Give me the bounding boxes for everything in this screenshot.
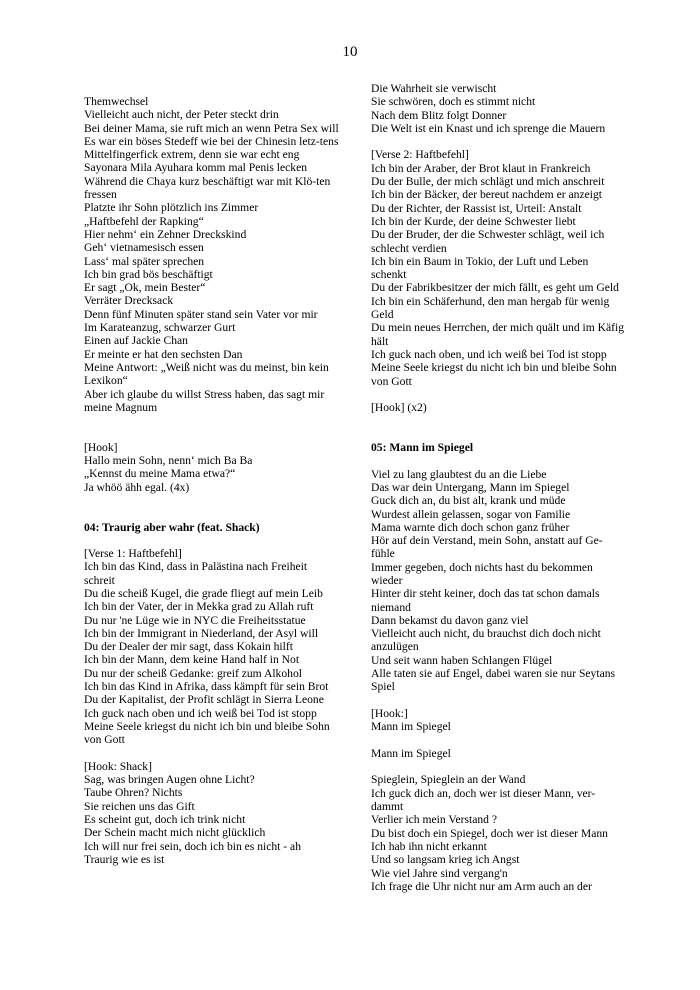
paragraph-gap [371,694,626,707]
paragraph-gap [84,747,339,760]
lyric-line: „Kennst du meine Mama etwa?“ [84,467,236,481]
lyric-line: Hinter dir steht keiner, doch das tat schon damals niemand [371,587,600,614]
lyric-line: Im Karateanzug, schwarzer Gurt [84,321,236,335]
left-column [84,95,339,866]
paragraph-gap [371,388,626,401]
lyric-line: Du der Richter, der Rassist ist, Urteil: Anstalt [371,201,582,215]
lyric-line: Verräter Drecksack [84,294,174,308]
lyric-line: [Hook] [84,440,118,454]
lyric-line: Du nur 'ne Lüge wie in NYC die Freiheitsstatue [84,613,306,627]
lyric-line: Ich frage die Uhr nicht nur am Arm auch an der [371,879,592,893]
paragraph-gap [84,534,339,547]
lyric-line: Hier nehm‘ ein Zehner Dreckskind [84,227,247,241]
lyric-line: Meine Antwort: „Weiß nicht was du meinst, bin kein Lexikon“ [84,360,329,388]
lyric-line: [Hook: Shack] [84,759,152,773]
lyric-line: Du der Dealer der mir sagt, dass Kokain hilft [84,640,293,654]
lyric-line: Es scheint gut, doch ich trink nicht [84,813,246,827]
paragraph-gap [371,760,626,773]
lyric-line: Die Welt ist ein Knast und ich sprenge die Mauern [371,121,606,135]
section-heading: 04: Traurig aber wahr (feat. Shack) [84,520,260,534]
lyric-line: Guck dich an, du bist alt, krank und müde [371,494,566,508]
lyric-line: Ich bin der Mann, dem keine Hand half in Not [84,653,300,667]
lyric-line: Du der Bulle, der mich schlägt und mich anschreit [371,175,605,189]
lyric-line: Meine Seele kriegst du nicht ich bin und bleibe Sohn von Gott [371,361,617,388]
lyric-line: Meine Seele kriegst du nicht ich bin und bleibe Sohn von Gott [84,719,330,747]
lyric-line: Während die Chaya kurz beschäftigt war mit Klö-ten fressen [84,174,331,202]
lyric-line: Es war ein böses Stedeff wie bei der Chinesin letz-tens [84,134,339,148]
section-heading: 05: Mann im Spiegel [371,441,474,455]
lyric-line: Sie reichen uns das Gift [84,799,195,813]
lyric-line: Mann im Spiegel [371,746,451,760]
lyric-line: [Verse 2: Haftbefehl] [371,148,469,162]
lyric-line: Ich bin der Vater, der in Mekka grad zu Allah ruft [84,600,314,614]
lyric-line: Mittelfingerfick extrem, denn sie war echt eng [84,148,300,162]
lyric-line: Du der Bruder, der die Schwester schlägt, weil ich schlecht verdien [371,228,605,255]
lyric-line: Du die scheiß Kugel, die grade fliegt auf mein Leib [84,586,323,600]
lyric-line: Lass‘ mal später sprechen [84,254,205,268]
lyric-line: Hör auf dein Verstand, mein Sohn, anstatt auf Ge-fühle [371,534,603,561]
lyric-line: Ja whöö ähh egal. (4x) [84,480,190,494]
lyric-line: Ich bin der Bäcker, der bereut nachdem er anzeigt [371,188,602,202]
paragraph-gap [371,734,626,747]
lyric-line: Ich guck nach oben und ich weiß bei Tod ist stopp [84,706,317,720]
lyric-line: Ich guck nach oben, und ich weiß bei Tod ist stopp [371,347,607,361]
lyric-line: Das war dein Untergang, Mann im Spiegel [371,480,570,494]
lyric-line: Vielleicht auch nicht, du brauchst dich doch nicht anzulügen [371,627,601,654]
lyric-line: Ich bin das Kind, dass in Palästina nach Freiheit schreit [84,560,308,587]
lyric-line: [Verse 1: Haftbefehl] [84,547,182,561]
lyric-line: Ich bin ein Baum in Tokio, der Luft und Leben schenkt [371,254,589,282]
lyric-line: Und so langsam krieg ich Angst [371,853,520,867]
lyric-line: Ich guck dich an, doch wer ist dieser Mann, ver-dammt [371,786,596,814]
lyric-line: Dann bekamst du davon ganz viel [371,613,529,627]
lyric-line: Platzte ihr Sohn plötzlich ins Zimmer [84,201,259,215]
lyric-line: Ich bin ein Schäferhund, den man hergab für wenig Geld [371,294,610,322]
lyric-line: Wurdest allein gelassen, sogar von Familie [371,507,571,521]
lyric-line: Taube Ohren? Nichts [84,786,183,800]
lyric-line: Einen auf Jackie Chan [84,334,188,348]
lyric-line: [Hook] (x2) [371,401,427,415]
paragraph-gap [84,414,339,441]
lyric-line: Ich hab ihn nicht erkannt [371,839,487,853]
lyric-line: Sag, was bringen Augen ohne Licht? [84,773,255,787]
lyric-line: Du nur der scheiß Gedanke: greif zum Alkohol [84,666,302,680]
lyric-line: Geh‘ vietnamesisch essen [84,241,204,255]
page-number: 10 [342,44,358,60]
lyric-line: Ich bin grad bös beschäftigt [84,267,213,281]
paragraph-gap [371,454,626,467]
lyric-line: Themwechsel [84,95,149,108]
lyric-line: Hallo mein Sohn, nenn‘ mich Ba Ba [84,454,253,468]
lyric-line: Du bist doch ein Spiegel, doch wer ist dieser Mann [371,826,608,840]
lyric-line: Die Wahrheit sie verwischt [371,82,497,95]
lyric-line: Wie viel Jahre sind vergang'n [371,866,508,880]
paragraph-gap [371,414,626,441]
paragraph-gap [371,135,626,148]
lyric-line: Der Schein macht mich nicht glücklich [84,826,266,840]
lyric-line: Traurig wie es ist [84,852,165,866]
lyric-line: Er meinte er hat den sechsten Dan [84,347,243,361]
lyric-line: Nach dem Blitz folgt Donner [371,108,507,122]
lyric-line: [Hook:] [371,706,408,720]
lyric-line: Verlier ich mein Verstand ? [371,813,497,827]
right-column [371,82,626,893]
lyric-line: Denn fünf Minuten später stand sein Vater vor mir [84,307,318,321]
lyric-line: Du mein neues Herrchen, der mich quält und im Käfig hält [371,321,625,348]
lyric-line: Du der Fabrikbesitzer der mich fällt, es geht um Geld [371,281,619,295]
lyric-line: Vielleicht auch nicht, der Peter steckt drin [84,108,279,122]
lyric-line: Und seit wann haben Schlangen Flügel [371,653,553,667]
lyric-line: Ich bin der Araber, der Brot klaut in Frankreich [371,161,591,175]
lyric-line: „Haftbefehl der Rapking“ [84,214,204,228]
lyric-line: Mann im Spiegel [371,720,451,734]
lyric-line: Aber ich glaube du willst Stress haben, das sagt mir meine Magnum [84,387,325,414]
lyric-line: Du der Kapitalist, der Profit schlägt in Sierra Leone [84,693,324,707]
lyric-line: Bei deiner Mama, sie ruft mich an wenn Petra Sex will [84,121,339,135]
lyric-line: Spieglein, Spieglein an der Wand [371,773,526,787]
lyric-line: Sayonara Mila Ayuhara komm mal Penis lecken [84,161,308,175]
lyric-line: Ich will nur frei sein, doch ich bin es nicht - ah [84,839,301,853]
lyric-line: Ich bin das Kind in Afrika, dass kämpft für sein Brot [84,680,329,694]
lyric-line: Ich bin der Immigrant in Niederland, der Asyl will [84,626,319,640]
lyric-line: Ich bin der Kurde, der deine Schwester liebt [371,214,576,228]
lyric-line: Mama warnte dich doch schon ganz früher [371,520,570,534]
paragraph-gap [84,494,339,521]
lyric-line: Alle taten sie auf Engel, dabei waren sie nur Seytans Spiel [371,667,616,694]
lyric-line: Viel zu lang glaubtest du an die Liebe [371,467,547,481]
lyric-line: Er sagt „Ok, mein Bester“ [84,281,206,295]
lyric-line: Immer gegeben, doch nichts hast du bekommen wieder [371,560,593,587]
lyric-line: Sie schwören, doch es stimmt nicht [371,95,536,109]
